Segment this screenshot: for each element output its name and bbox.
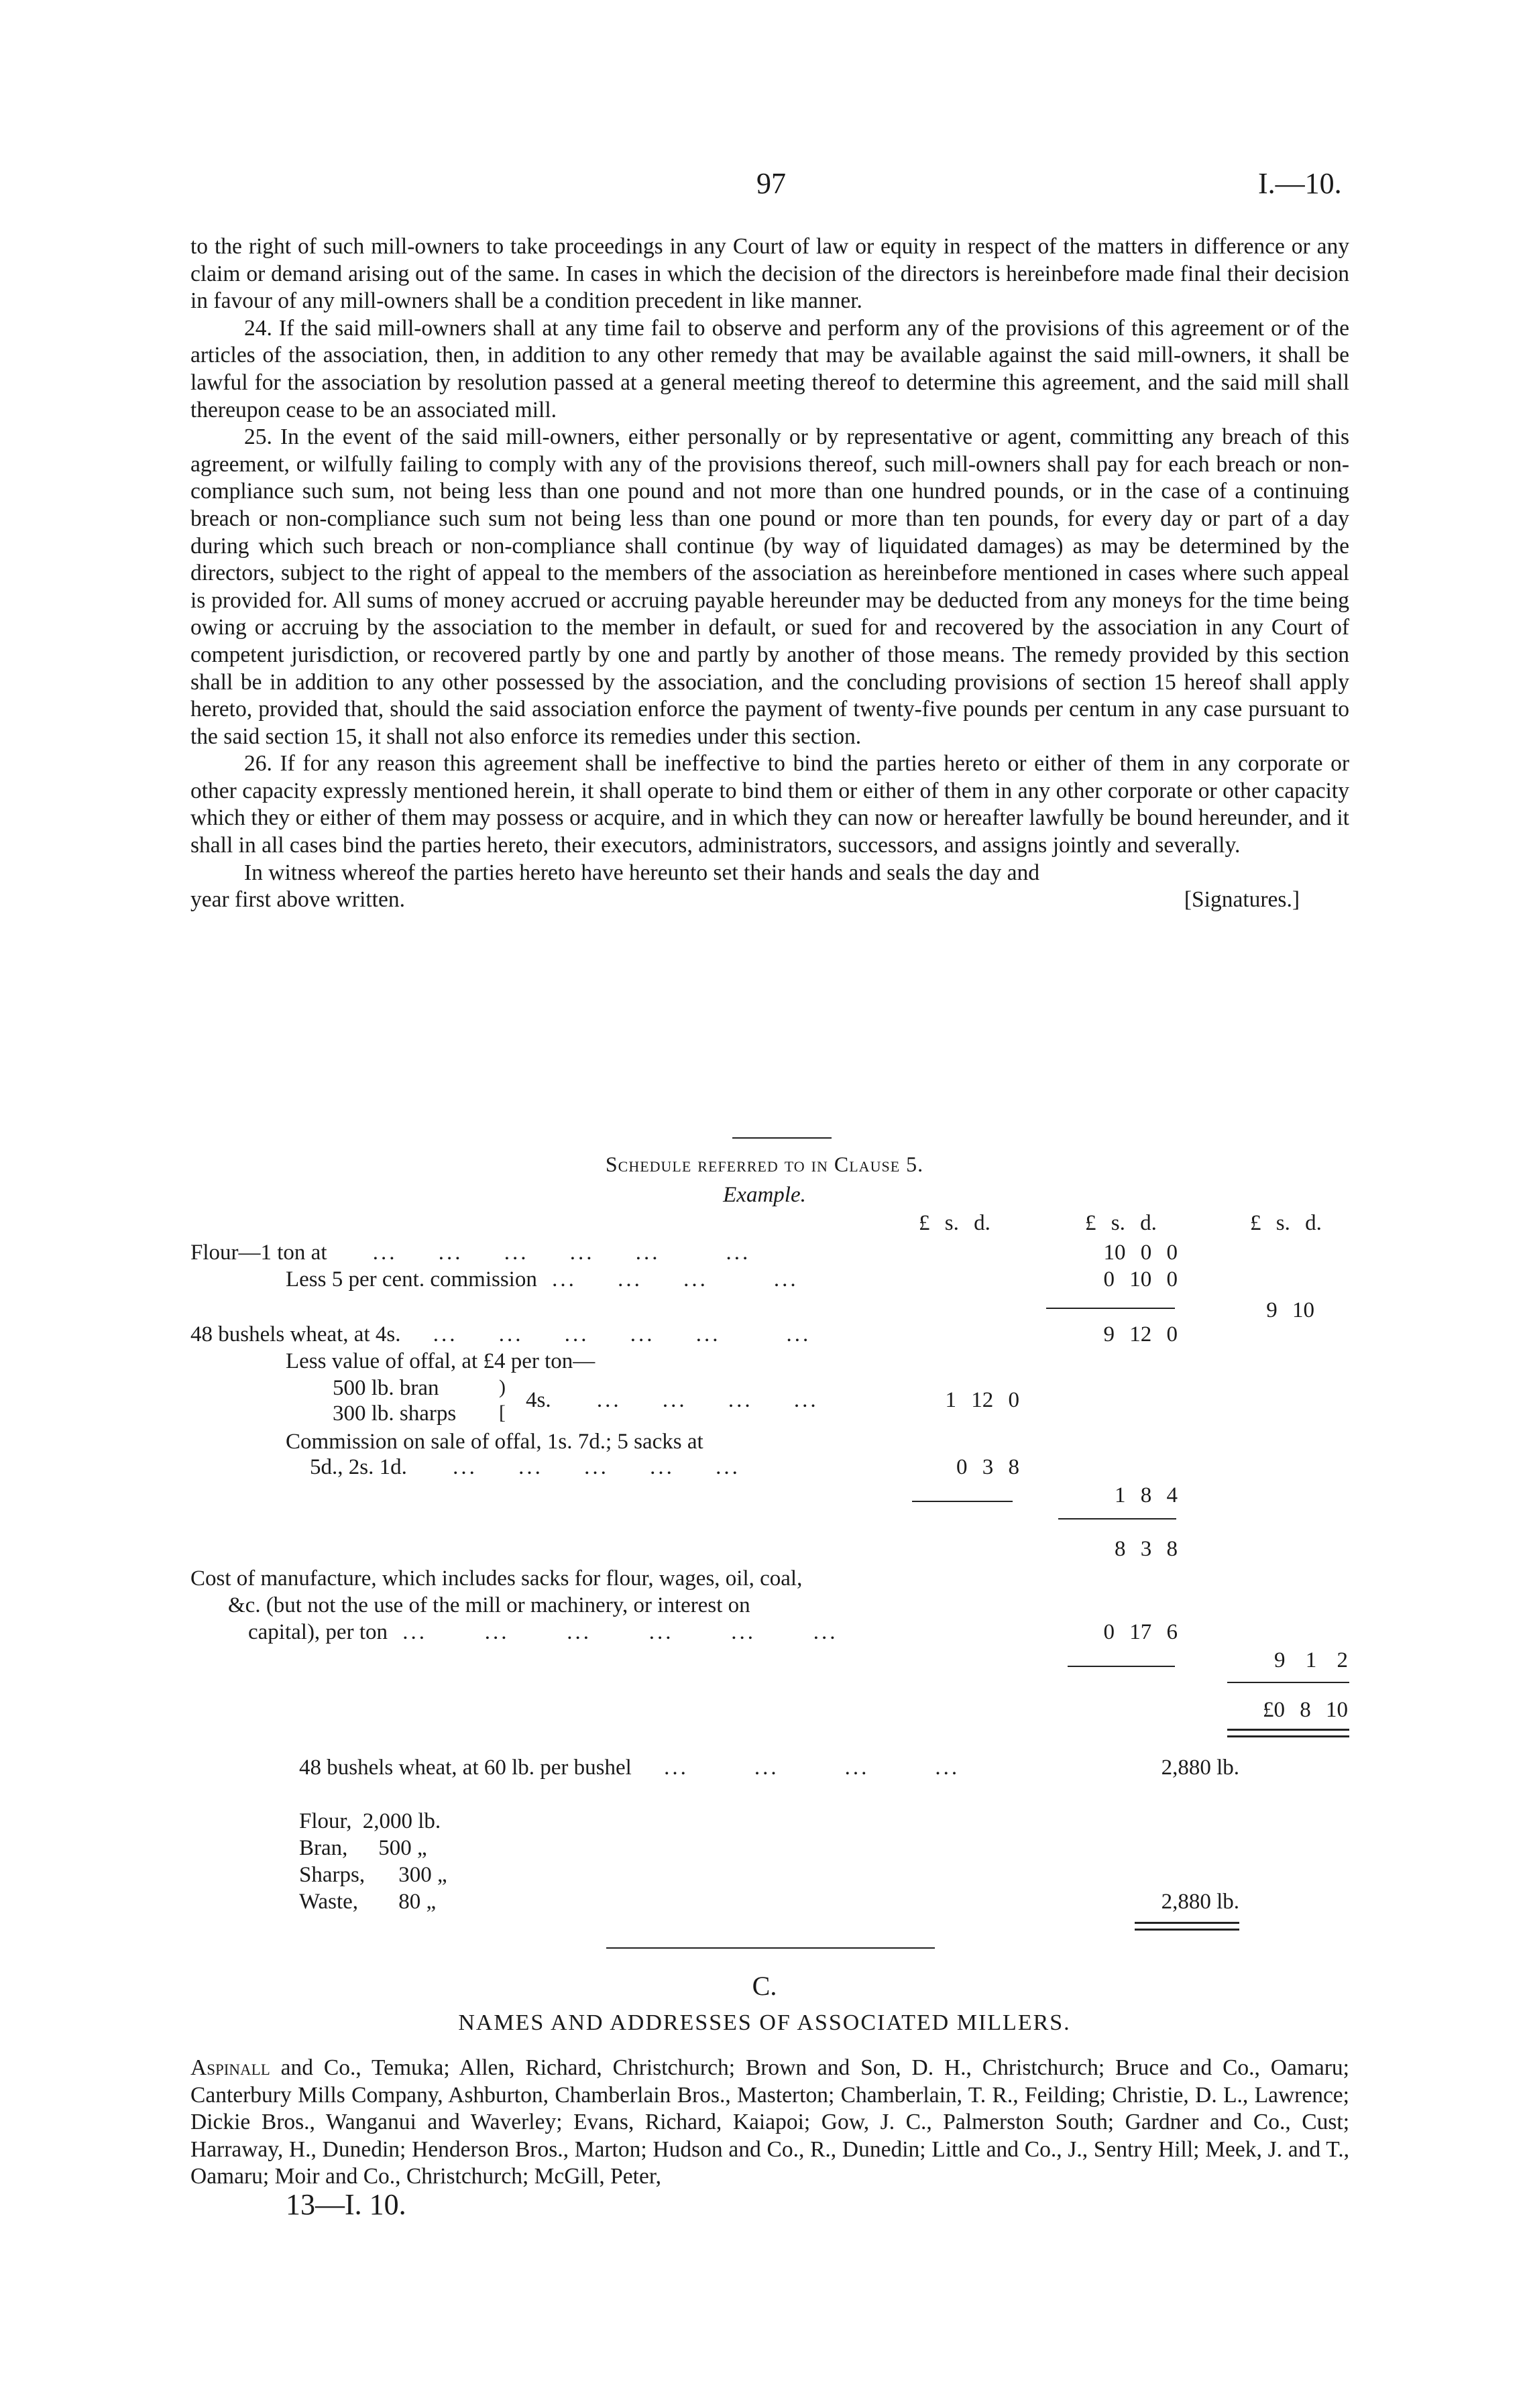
column-head-3: £ s. d. bbox=[1250, 1211, 1322, 1235]
column-head-2: £ s. d. bbox=[1085, 1211, 1157, 1235]
commission-value: 0 10 0 bbox=[1103, 1267, 1178, 1292]
net-flour-value: 9 10 bbox=[1266, 1298, 1314, 1322]
paragraph-continued: to the right of such mill-owners to take proceedings in any Court of law or equity in respect of the matters in difference or any claim or demand arising out of the same. In cases in which the decision of the directors is hereinbefore made final their decision in favour of any mill-owners shall be a condition precedent in like manner. bbox=[190, 234, 1349, 314]
schedule-example-label: Example. bbox=[723, 1183, 806, 1207]
millers-list-text: and Co., Temuka; Allen, Richard, Christchurch; Brown and Son, D. H., Christchurch; Bruce and Co., Oamaru; Canterbury Mills Company, Ashburton, Chamberlain Bros., Masterton; Chamberlain, T. R., Feilding; Christie, D. L., Lawrence; Dickie Bros., Wanganui and Waverley; Evans, Richard, Kaiapoi; Gow, J. C., Palmerston South; Gardner and Co., Cust; Harraway, H., Dunedin; Henderson Bros., Marton; Hudson and Co., R., Dunedin; Little and Co., J., Sentry Hill; Meek, J. and T., Oamaru; Moir and Co., Christchurch; McGill, Peter, bbox=[190, 2055, 1349, 2189]
schedule-line-offal: Less value of offal, at £4 per ton— bbox=[286, 1349, 596, 1373]
schedule-line-commission: Less 5 per cent. commission ... ... ... ... bbox=[286, 1267, 799, 1292]
offal-sharps: 300 lb. sharps bbox=[333, 1401, 457, 1426]
schedule-line-cost-end: capital), per ton ... ... ... ... ... ... bbox=[248, 1620, 838, 1644]
net-wheat-value: 8 3 8 bbox=[1115, 1537, 1178, 1561]
section-title: NAMES AND ADDRESSES OF ASSOCIATED MILLERS. bbox=[458, 2010, 1071, 2035]
schedule-line-offal-commission: Commission on sale of offal, 1s. 7d.; 5 sacks at bbox=[286, 1430, 703, 1454]
column-head-1: £ s. d. bbox=[919, 1211, 990, 1235]
schedule-line-weight: 48 bushels wheat, at 60 lb. per bushel ... ... ... ... bbox=[299, 1756, 960, 1780]
subtotal-rule bbox=[1058, 1518, 1176, 1520]
product-row: Waste, 80 „ bbox=[299, 1890, 437, 1914]
subtotal-rule bbox=[1227, 1682, 1349, 1683]
result-value: £0 8 10 bbox=[1263, 1698, 1348, 1722]
wheat-value: 9 12 0 bbox=[1103, 1322, 1178, 1346]
witness-clause: In witness whereof the parties hereto have hereunto set their hands and seals the day and bbox=[244, 860, 1040, 885]
document-reference: I.—10. bbox=[1258, 167, 1342, 200]
offal-value: 1 12 0 bbox=[945, 1388, 1019, 1412]
subtotal-rule bbox=[1068, 1666, 1175, 1667]
weight-value: 2,880 lb. bbox=[1161, 1756, 1239, 1780]
product-row: Bran, 500 „ bbox=[299, 1836, 427, 1860]
product-row: Flour, 2,000 lb. bbox=[299, 1809, 441, 1833]
schedule-line-offal-commission-cont: 5d., 2s. 1d. ... ... ... ... ... bbox=[310, 1455, 740, 1479]
witness-clause-last-line: year first above written. bbox=[190, 887, 405, 913]
clause-25: 25. In the event of the said mill-owners, either personally or by representative or agent, committing any breach of this agreement, or wilfully failing to comply with any of the provisions thereof, such mill-owners shall pay for each breach or non-compliance such sum, not being less than one pound and not more than one hundred pounds, or in the case of a continuing breach or non-compliance such sum not being less than one pound or more than ten pounds, for every day or part of a day during which such breach or non-compliance shall continue (by way of liquidated damages) as may be determined by the directors, subject to the right of appeal to the members of the association as hereinbefore mentioned in cases where such appeal is provided for. All sums of money accrued or accruing payable hereunder may be deducted from any moneys for the time being owing or accruing by the association to the member in default, or sued for and recovered by the association in any Court of competent jurisdiction, or recovered partly by one and partly by another of those means. The remedy provided by this section shall be in addition to any other possessed by the association, and the concluding provisions of section 15 hereof shall apply hereto, provided that, should the said association enforce the payment of twenty-five pounds per centum in any case pursuant to the said section 15, it shall not also enforce its remedies under this section. bbox=[190, 424, 1349, 749]
flour-value: 10 0 0 bbox=[1103, 1241, 1178, 1265]
total-double-rule bbox=[1135, 1922, 1239, 1924]
witness-clause-end bbox=[190, 886, 1349, 914]
total-double-rule bbox=[1227, 1735, 1349, 1737]
total-double-rule bbox=[1135, 1929, 1239, 1931]
clause-26: 26. If for any reason this agreement shall be ineffective to bind the parties hereto or either of them in any corporate or other capacity expressly mentioned herein, it shall operate to bind them or either of them in any other corporate or other capacity which they or either of them may possess or acquire, and in which they can now or hereafter lawfully be bound hereunder, and it shall in all cases bind the parties hereto, their executors, administrators, successors, and assigns jointly and severally. bbox=[190, 751, 1349, 858]
cost-value: 0 17 6 bbox=[1103, 1620, 1178, 1644]
schedule-line-cost-cont: &c. (but not the use of the mill or machinery, or interest on bbox=[228, 1593, 750, 1617]
schedule-line-wheat: 48 bushels wheat, at 4s. ... ... ... ... ... ... bbox=[190, 1322, 811, 1346]
divider-rule bbox=[732, 1137, 832, 1139]
page-number: 97 bbox=[756, 167, 786, 200]
total-cost-value: 9 1 2 bbox=[1274, 1648, 1348, 1672]
clause-24: 24. If the said mill-owners shall at any time fail to observe and perform any of the provisions of this agreement or of the articles of the association, then, in addition to any other remedy that may be available against the said mill-owners, it shall be lawful for the association by resolution passed at a general meeting thereof to determine this agreement, and the said mill shall thereupon cease to be an associated mill. bbox=[190, 315, 1349, 422]
signatures-placeholder: [Signatures.] bbox=[1184, 887, 1300, 913]
offal-rate: 4s. ... ... ... ... bbox=[526, 1388, 819, 1412]
products-total-value: 2,880 lb. bbox=[1161, 1890, 1239, 1914]
subtotal-rule bbox=[1046, 1308, 1175, 1309]
schedule-line-cost: Cost of manufacture, which includes sacks for flour, wages, oil, coal, bbox=[190, 1566, 803, 1591]
subtotal-rule bbox=[912, 1501, 1013, 1502]
associated-millers-list bbox=[190, 2055, 1349, 2191]
offal-bran: 500 lb. bran bbox=[333, 1376, 439, 1400]
brace-mark: [ bbox=[499, 1401, 506, 1424]
agreement-text bbox=[190, 233, 1349, 914]
offal-total-value: 1 8 4 bbox=[1115, 1483, 1178, 1507]
brace-mark: ) bbox=[499, 1376, 506, 1398]
first-miller-name: Aspinall bbox=[190, 2055, 270, 2080]
total-double-rule bbox=[1227, 1729, 1349, 1731]
schedule-title: Schedule referred to in Clause 5. bbox=[605, 1152, 924, 1176]
section-divider bbox=[606, 1947, 935, 1949]
product-row: Sharps, 300 „ bbox=[299, 1863, 447, 1887]
section-letter: C. bbox=[752, 1971, 777, 2001]
offal-commission-value: 0 3 8 bbox=[956, 1455, 1019, 1479]
printer-signature-mark: 13—I. 10. bbox=[286, 2188, 406, 2221]
schedule-line-flour: Flour—1 ton at ... ... ... ... ... ... bbox=[190, 1241, 751, 1265]
